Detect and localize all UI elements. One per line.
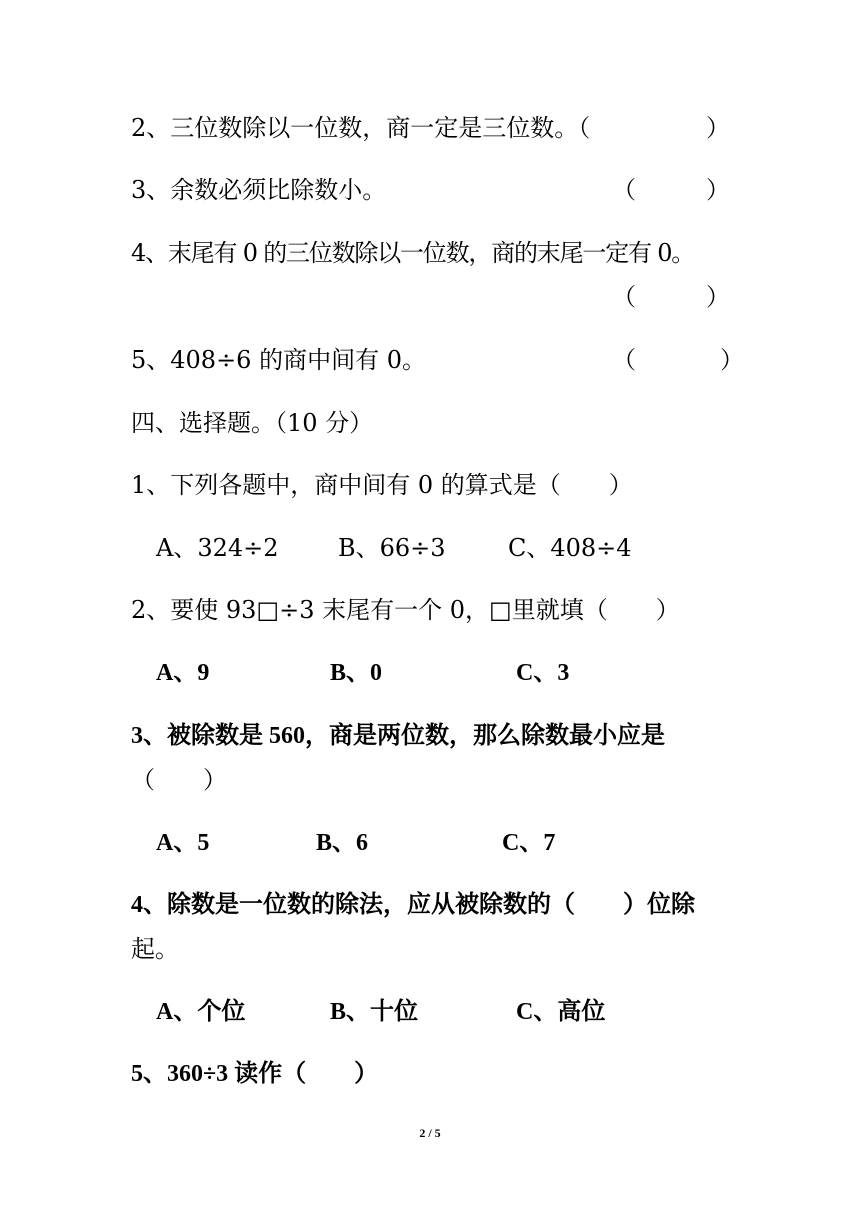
question-3-option-a: A、5 [156,830,210,856]
judge-item-3: 3、余数必须比除数小。 [131,176,387,204]
question-1-option-b: B、66÷3 [338,534,446,562]
question-2: 2、要使 93□÷3 末尾有一个 0，□里就填（ ） [131,596,680,624]
question-2-option-c: C、3 [516,660,570,686]
question-1-option-a: A、324÷2 [156,534,279,562]
question-4-cont: 起。 [131,935,179,963]
section-title: 四、选择题。（10 分） [131,409,374,437]
question-4: 4、除数是一位数的除法，应从被除数的（ ）位除 [131,892,695,918]
judge-item-4-open-paren: （ [612,283,636,311]
question-4-option-c: C、高位 [516,999,606,1025]
question-1: 1、下列各题中，商中间有 0 的算式是（ ） [131,471,633,499]
question-3-option-b: B、6 [316,830,369,856]
judge-item-5-open-paren: （ [612,346,636,374]
question-1-option-c: C、408÷4 [508,534,632,562]
judge-item-5: 5、408÷6 的商中间有 0。 [131,346,426,374]
judge-item-2: 2、三位数除以一位数，商一定是三位数。（ [131,114,591,142]
question-4-option-b: B、十位 [330,999,419,1025]
question-3-paren: （ ） [131,766,227,794]
question-5: 5、360÷3 读作（ ） [131,1061,379,1087]
question-3: 3、被除数是 560，商是两位数，那么除数最小应是 [131,723,665,749]
question-4-option-a: A、个位 [156,999,246,1025]
question-2-option-a: A、9 [156,660,210,686]
judge-item-2-close-paren: ） [706,114,730,142]
page-number: 2 / 5 [419,1126,441,1140]
judge-item-5-close-paren: ） [720,346,744,374]
judge-item-3-open-paren: （ [612,176,636,204]
question-2-option-b: B、0 [330,660,383,686]
judge-item-3-close-paren: ） [706,176,730,204]
judge-item-4-close-paren: ） [706,283,730,311]
judge-item-4: 4、末尾有 0 的三位数除以一位数，商的末尾一定有 0。 [131,239,695,267]
question-3-option-c: C、7 [502,830,556,856]
